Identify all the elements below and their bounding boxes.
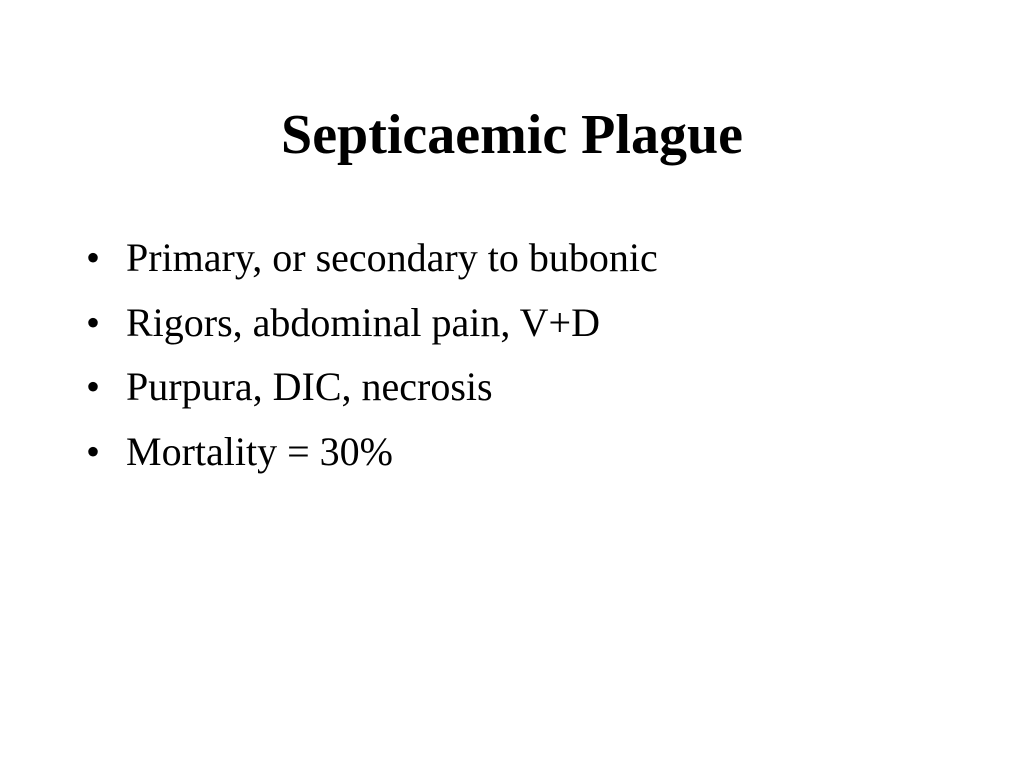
bullet-icon: • xyxy=(86,364,101,409)
bullet-icon: • xyxy=(86,235,101,280)
list-item xyxy=(86,226,966,291)
list-item xyxy=(86,291,966,356)
bullet-text: Rigors, abdominal pain, V+D xyxy=(126,299,601,345)
bullet-text: Primary, or secondary to bubonic xyxy=(126,235,658,280)
bullet-text: Purpura, DIC, necrosis xyxy=(126,364,493,409)
bullet-text: Mortality = 30% xyxy=(126,428,393,474)
bullet-icon: • xyxy=(86,299,101,345)
bullet-icon: • xyxy=(86,428,101,474)
bullet-list xyxy=(86,226,966,484)
list-item xyxy=(86,420,966,485)
list-item xyxy=(86,355,966,420)
slide-title: Septicaemic Plague xyxy=(281,104,743,166)
